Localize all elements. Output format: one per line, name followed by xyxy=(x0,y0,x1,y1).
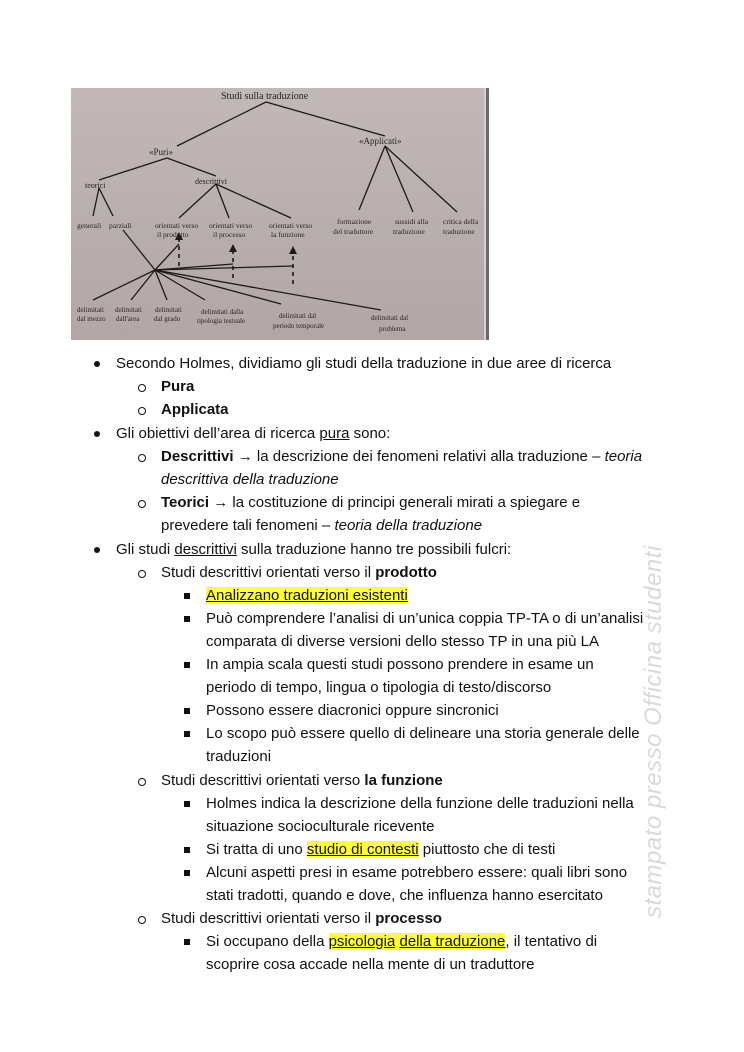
text-line: Secondo Holmes, dividiamo gli studi della traduzione in due aree di ricerca xyxy=(116,355,612,372)
node-product-1: orientati verso xyxy=(155,221,199,230)
node-theoretical: teorici xyxy=(85,181,106,190)
text-line: Holmes indica la descrizione della funzione delle traduzioni nella xyxy=(206,795,634,812)
node-general: generali xyxy=(77,221,102,230)
node-function-2: la funzione xyxy=(271,230,305,239)
node-time-2: periodo temporale xyxy=(273,322,325,330)
node-aids-2: traduzione xyxy=(393,227,425,236)
node-problem-2: problema xyxy=(379,325,406,333)
node-product-2: il prodotto xyxy=(157,230,189,239)
text-line: Può comprendere l’analisi di un’unica coppia TP-TA o di un’analisi xyxy=(206,610,644,627)
text-line: periodo di tempo, lingua o tipologia di testo/discorso xyxy=(206,679,552,696)
bullet-circle-icon xyxy=(138,500,146,508)
text-line: scoprire cosa accade nella mente di un traduttore xyxy=(206,956,535,973)
text-line: Si tratta di uno studio di contesti piuttosto che di testi xyxy=(206,841,556,858)
node-process-2: il processo xyxy=(213,230,246,239)
text-line: Gli studi descrittivi sulla traduzione hanno tre possibili fulcri: xyxy=(116,541,512,558)
node-descriptive: descrittivi xyxy=(195,177,227,186)
bullet-square-icon xyxy=(184,593,190,599)
node-area-2: dall'area xyxy=(116,315,140,323)
node-medium-1: delimitati xyxy=(77,306,104,314)
text-line: descrittiva della traduzione xyxy=(161,471,339,488)
text-line: prevedere tali fenomeni – teoria della traduzione xyxy=(161,517,483,534)
node-training-2: del traduttore xyxy=(333,227,374,236)
bullet-disc-icon xyxy=(94,547,100,553)
text-line: situazione socioculturale ricevente xyxy=(206,818,435,835)
text-line: Lo scopo può essere quello di delineare una storia generale delle xyxy=(206,725,640,742)
text-line: Studi descrittivi orientati verso il prodotto xyxy=(161,564,437,581)
bullet-circle-icon xyxy=(138,778,146,786)
node-texttype-1: delimitati dalla xyxy=(201,308,244,316)
text-line: Studi descrittivi orientati verso la funzione xyxy=(161,772,443,789)
text-line: Possono essere diacronici oppure sincronici xyxy=(206,702,499,719)
bullet-circle-icon xyxy=(138,916,146,924)
bullet-square-icon xyxy=(184,731,190,737)
node-partial: parziali xyxy=(109,221,132,230)
text-line: In ampia scala questi studi possono prendere in esame un xyxy=(206,656,594,673)
text-line: Applicata xyxy=(161,401,229,418)
text-line: Analizzano traduzioni esistenti xyxy=(206,587,408,604)
bullet-square-icon xyxy=(184,801,190,807)
node-area-1: delimitati xyxy=(115,306,142,314)
text-line: Alcuni aspetti presi in esame potrebbero essere: quali libri sono xyxy=(206,864,628,881)
text-line: stati tradotti, quando e dove, che influenza hanno esercitato xyxy=(206,887,603,904)
node-root: Studi sulla traduzione xyxy=(221,91,309,102)
bullet-disc-icon xyxy=(94,361,100,367)
bullet-square-icon xyxy=(184,708,190,714)
text-line: Gli obiettivi dell’area di ricerca pura sono: xyxy=(116,425,391,442)
text-line: Descrittivi → la descrizione dei fenomeni relativi alla traduzione – teoria xyxy=(161,448,643,465)
node-medium-2: dal mezzo xyxy=(77,315,106,323)
bullet-circle-icon xyxy=(138,407,146,415)
bullet-square-icon xyxy=(184,939,190,945)
diagram-photo xyxy=(71,88,489,340)
node-applied: «Applicati» xyxy=(359,136,402,146)
text-line: Studi descrittivi orientati verso il processo xyxy=(161,910,442,927)
tree-diagram xyxy=(71,88,489,340)
node-texttype-2: tipologia testuale xyxy=(197,317,246,325)
text-line: Teorici → la costituzione di principi generali mirati a spiegare e xyxy=(161,494,581,511)
node-process-1: orientati verso xyxy=(209,221,253,230)
node-criticism-1: critica della xyxy=(443,217,479,226)
node-time-1: delimitati dal xyxy=(279,312,317,320)
node-function-1: orientati verso xyxy=(269,221,313,230)
node-problem-1: delimitati dal xyxy=(371,314,409,322)
photo-edge xyxy=(486,88,489,340)
bullet-square-icon xyxy=(184,662,190,668)
node-aids-1: sussidi alla xyxy=(395,217,429,226)
bullet-square-icon xyxy=(184,870,190,876)
bullet-square-icon xyxy=(184,616,190,622)
node-training-1: formazione xyxy=(337,217,372,226)
bullet-circle-icon xyxy=(138,570,146,578)
node-rank-1: delimitati xyxy=(155,306,182,314)
text-line: traduzioni xyxy=(206,748,272,765)
node-rank-2: dal grado xyxy=(154,315,181,323)
bullet-circle-icon xyxy=(138,454,146,462)
bullet-disc-icon xyxy=(94,431,100,437)
bullet-circle-icon xyxy=(138,384,146,392)
node-pure: «Puri» xyxy=(149,147,174,157)
text-line: Si occupano della psicologia della traduzione, il tentativo di xyxy=(206,933,598,950)
node-criticism-2: traduzione xyxy=(443,227,475,236)
text-line: Pura xyxy=(161,378,195,395)
text-line: comparata di diverse versioni dello stesso TP in una più LA xyxy=(206,633,599,650)
bullet-square-icon xyxy=(184,847,190,853)
